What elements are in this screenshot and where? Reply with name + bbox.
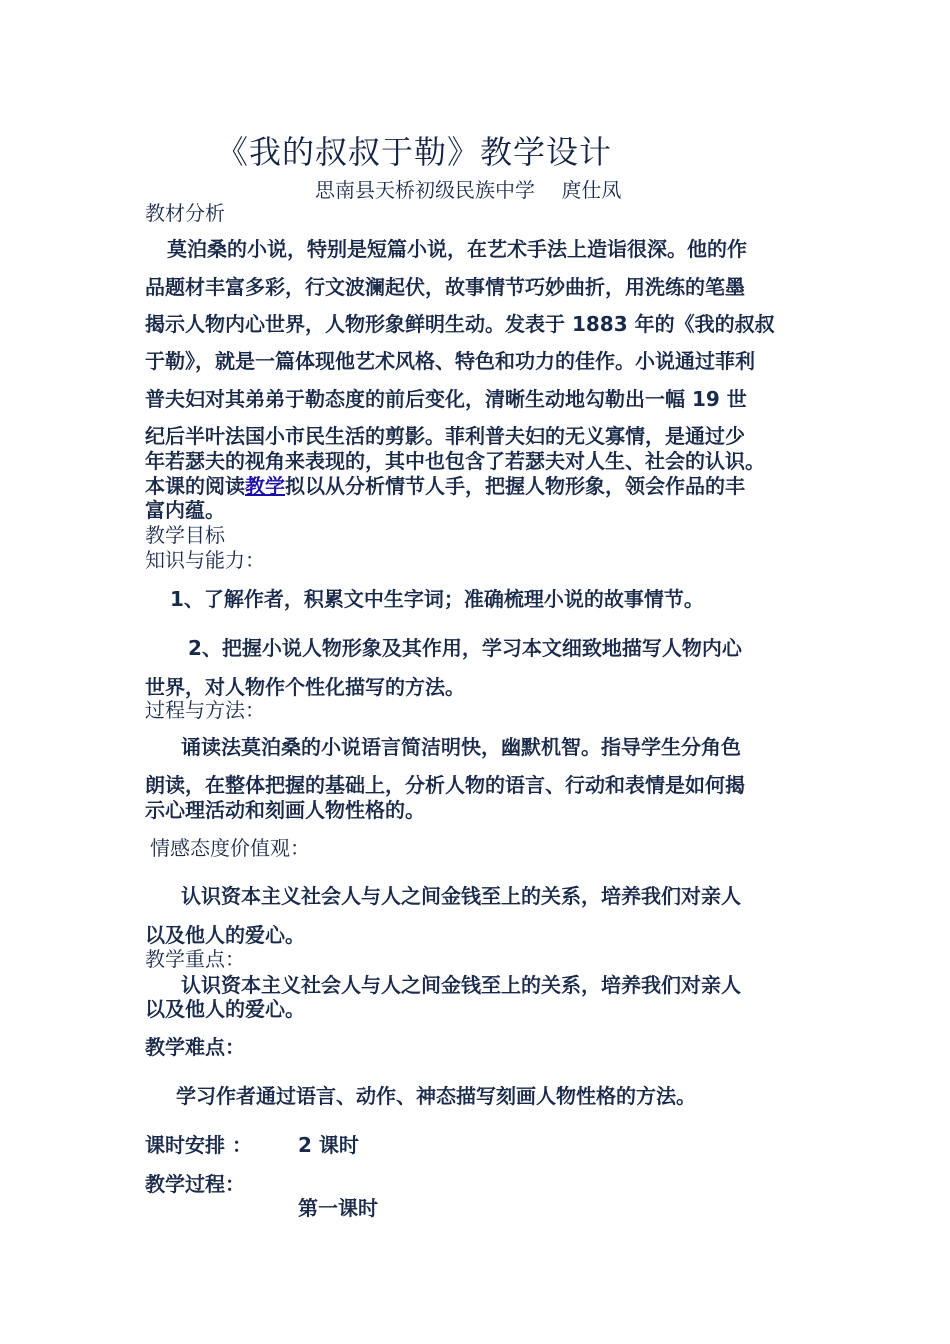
author-line: 思南县天桥初级民族中学 庹仕凤: [315, 178, 622, 202]
difficulty-text: 学习作者通过语言、动作、神态描写刻画人物性格的方法。: [176, 1084, 696, 1108]
analysis-line-6: 纪后半叶法国小市民生活的剪影。菲利普夫妇的无义寡情，是通过少: [145, 424, 745, 448]
process-line-3: 示心理活动和刻画人物性格的。: [145, 798, 425, 822]
heading-analysis: 教材分析: [145, 201, 225, 225]
process-line-2: 朗读，在整体把握的基础上，分析人物的语言、行动和表情是如何揭: [145, 773, 745, 797]
heading-focus: 教学重点：: [145, 947, 245, 971]
heading-steps: 教学过程：: [145, 1172, 245, 1196]
schedule-value: 2 课时: [298, 1133, 359, 1157]
heading-knowledge: 知识与能力：: [145, 548, 265, 572]
emotion-line-2: 以及他人的爱心。: [145, 923, 305, 947]
analysis-line-8-post: 拟以从分析情节人手，把握人物形象，领会作品的丰: [285, 474, 745, 498]
analysis-line-3: 揭示人物内心世界，人物形象鲜明生动。发表于 1883 年的《我的叔叔: [145, 312, 775, 336]
focus-line-2: 以及他人的爱心。: [145, 997, 305, 1021]
analysis-line-2: 品题材丰富多彩，行文波澜起伏，故事情节巧妙曲折，用洗练的笔墨: [145, 275, 745, 299]
heading-goals: 教学目标: [145, 523, 225, 547]
analysis-line-8: [145, 474, 745, 498]
goal-2-line-2: 世界，对人物作个性化描写的方法。: [145, 675, 465, 699]
analysis-line-8-pre: 本课的阅读: [145, 474, 245, 498]
analysis-line-7: 年若瑟夫的视角来表现的，其中也包含了若瑟夫对人生、社会的认识。: [145, 449, 765, 473]
analysis-line-1: 莫泊桑的小说，特别是短篇小说，在艺术手法上造诣很深。他的作: [167, 237, 747, 261]
analysis-line-9: 富内蕴。: [145, 498, 225, 522]
page-title: 《我的叔叔于勒》教学设计: [216, 133, 613, 171]
heading-schedule: 课时安排 ：: [145, 1133, 252, 1157]
emotion-line-1: 认识资本主义社会人与人之间金钱至上的关系，培养我们对亲人: [181, 884, 741, 908]
analysis-line-4: 于勒》，就是一篇体现他艺术风格、特色和功力的佳作。小说通过菲利: [145, 349, 755, 373]
analysis-line-5: 普夫妇对其弟弟于勒态度的前后变化，清晰生动地勾勒出一幅 19 世: [145, 387, 747, 411]
heading-process: 过程与方法：: [145, 698, 265, 722]
focus-line-1: 认识资本主义社会人与人之间金钱至上的关系，培养我们对亲人: [181, 973, 741, 997]
goal-2-line-1: 2、把握小说人物形象及其作用，学习本文细致地描写人物内心: [188, 636, 742, 660]
teaching-link[interactable]: 教学: [245, 474, 285, 498]
lesson-one-label: 第一课时: [298, 1196, 378, 1220]
goal-1: 1、了解作者，积累文中生字词；准确梳理小说的故事情节。: [170, 587, 704, 611]
heading-difficulty: 教学难点：: [145, 1035, 245, 1059]
heading-emotion: 情感态度价值观：: [150, 836, 310, 860]
process-line-1: 诵读法莫泊桑的小说语言简洁明快，幽默机智。指导学生分角色: [181, 735, 741, 759]
